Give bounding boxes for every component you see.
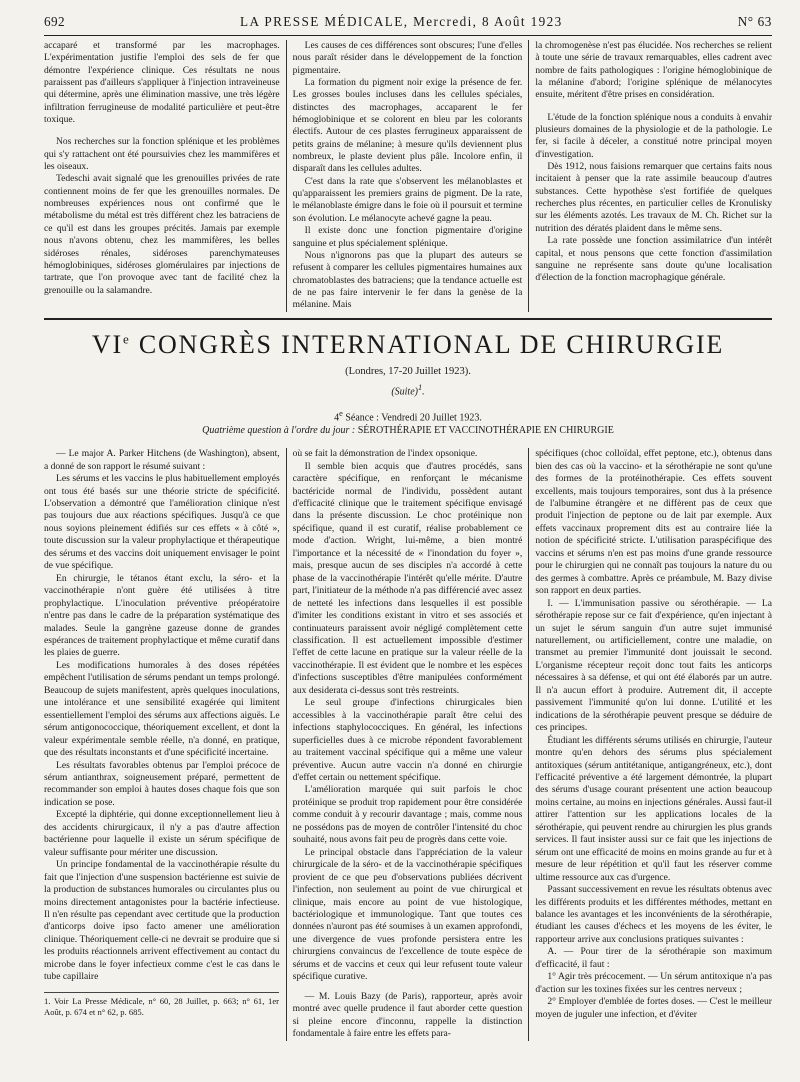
paragraph: Nous n'ignorons pas que la plupart des auteurs se refusent à comparer les cellules pigmentaires humaines aux chromatoblastes des batraciens; que la tendance actuelle est de ne pas faire intervenir le fer dans la genèse de la mélanine. Mais [292,249,523,311]
paragraph: Nos recherches sur la fonction splénique et les problèmes qui s'y rattachent ont été poursuivies chez les mammifères et les oiseaux. [44,136,280,173]
question-line [44,425,772,436]
top-columns [44,40,772,312]
page-header [44,14,772,32]
bottom-column-1 [44,448,287,1040]
congress-title-rest: CONGRÈS INTERNATIONAL DE CHIRURGIE [130,329,725,359]
paragraph: — M. Louis Bazy (de Paris), rapporteur, après avoir montré avec quelle prudence il faut aborder cette question si pleine encore d'inconnu, rappelle la distinction fondamentale à faire entre les effets para- [292,990,523,1040]
suite-footnote-ref: 1 [417,382,423,392]
bottom-columns [44,448,772,1040]
congress-dates: (Londres, 17-20 Juillet 1923). [345,365,471,377]
congress-title-prefix: VI [91,329,123,359]
paragraph: 1° Agir très précocement. — Un sérum antitoxique n'a pas d'action sur les toxines fixées sur les centres nerveux ; [535,971,772,995]
paragraph: Les causes de ces différences sont obscures; l'une d'elles nous paraît résider dans le développement de la fonction pigmentaire. [292,40,523,76]
header-rule [44,35,772,36]
paragraph: Il existe donc une fonction pigmentaire d'origine sanguine et plus spécialement splénique. [292,225,523,249]
top-column-2 [287,40,530,312]
paragraph: Excepté la diphtérie, qui donne exceptionnellement lieu à des accidents chirurgicaux, il n'y a pas d'autre affection bactérienne pour laquelle il existe un sérum spécifique de valeur suffisante pour mériter une discussion. [44,809,280,858]
paragraph: Les modifications humorales à des doses répétées empêchent l'utilisation de sérums pendant un temps prolongé. Beaucoup de sujets manifestent, après quelques inoculations, une intolérance et une sensibilité exagérée qui limitent essentiellement l'emploi des sérums aux affections aiguës. Le sérum antigonococcique, théoriquement excellent, et dont la valeur expérimentale semble réelle, n'a donné, en pratique, que des résultats inconstants et d'une spécificité incertaine. [44,659,280,759]
paragraph: accaparé et transformé par les macrophages. L'expérimentation justifie l'emploi des sels de fer que démontre l'expérience clinique. Ces résultats ne nous paraissent pas d'ailleurs s'appliquer à l'injection intraveineuse qui détermine, après une élimination massive, une très légère infiltration ferrugineuse de modalité particulière et peut-être toxique. [44,40,280,126]
journal-page [44,14,772,1041]
journal-title: LA PRESSE MÉDICALE, Mercredi, 8 Août 1923 [240,14,563,29]
paragraph: Le principal obstacle dans l'appréciation de la valeur chirurgicale de la séro- et de la vaccinothérapie spécifiques provient de ce que peu d'observations publiées décrivent l'infection, non seulement au point de vue chirurgical et clinique, mais encore au point de vue histologique, bactériologique et immunologique. Tant que toutes ces données n'auront pas été soumises à un examen approfondi, une divergence de vues profonde persistera entre les chirurgiens convaincus de l'excellence de toute espèce de sérums et de vaccins et ceux qui leur refusent toute valeur spécifique curative. [292,846,523,983]
top-column-1 [44,40,287,312]
seance-sup: e [339,408,343,418]
paragraph: où se fait la démonstration de l'index opsonique. [292,448,478,460]
paragraph: Les résultats favorables obtenus par l'emploi précoce de sérum antianthrax, soigneusement préparé, permettent de recommander son emploi à hautes doses chaque fois que son indication se pose. [44,759,280,808]
issue-number: N° 63 [737,14,772,29]
paragraph: Étudiant les différents sérums utilisés en chirurgie, l'auteur montre qu'en dehors des sérums plus spécialement antitoxiques (sérum antitétanique, antigangréneux, etc.), dont l'efficacité préventive a été largement démontrée, la plupart des sérums d'usage courant présentent une action beaucoup moins certaine, au moins en injections générales. Aussi faut-il attirer l'attention sur les applications locales de la sérothérapie, qui peuvent rendre au chirurgien les plus grands services. Il faut insister aussi sur ce fait que les injections de sérum ont une efficacité de moins en moins grande au fur et à mesure de leur répétition et qu'il faut les réserver comme ultime ressource aux cas d'urgence. [535,734,772,883]
paragraph: La rate possède une fonction assimilatrice d'un intérêt capital, et nous pensons que cette fonction d'assimilation sanguine ne représente sans doute qu'une localisation d'élection de la fonction macrophagique générale. [535,235,772,284]
paragraph: I. — L'immunisation passive ou sérothérapie. — La sérothérapie repose sur ce fait d'expérience, qu'en injectant à un sujet le sérum sanguin d'un autre sujet immunisé naturellement, ou artificiellement, contre une maladie, on transmet au premier l'immunité dont jouissait le second. L'organisme récepteur reçoit donc tout faits les anticorps nécessaires à sa défense, et qui ont été élaborés par un autre. Il n'a aucun effort à produire. Autrement dit, il accepte passivement l'immunité qu'on lui donne. L'utilité et les indications de la sérothérapie peuvent presque se déduire de ces principes. [535,597,772,734]
paragraph: L'amélioration marquée qui suit parfois le choc protéinique se produit trop rapidement pour être considérée comme conduit à y recourir davantage ; mais, comme nous ne possédons pas de moyen de contrôler l'intensité du choc souhaité, nous avons fait peu de progrès dans cette voie. [292,784,523,846]
footnote: 1. Voir La Presse Médicale, n° 60, 28 Juillet, p. 663; n° 61, 1er Août, p. 674 et n° 62, p. 685. [44,992,279,1018]
congress-suite: (Suite)$^1$. [391,382,425,397]
paragraph: 2° Employer d'emblée de fortes doses. — C'est le meilleur moyen de juguler une infection, et d'éviter [535,996,772,1020]
congress-title [44,330,772,360]
page-number: 692 [44,14,65,29]
section-rule [44,318,772,320]
paragraph: Il semble bien acquis que d'autres procédés, sans caractère spécifique, en renforçant le mécanisme bactéricide normal de l'individu, possèdent autant d'efficacité clinique que le traitement spécifique envisagé dans la présente discussion. Le choc protéinique non spécifique, quand il est curatif, réalise probablement ce mode d'action. Wright, lui-même, a bien montré l'importance et la nécessité de « l'inondation du foyer », mais, presque aucun de ses disciples n'a accordé à cette phase de la vaccinothérapie l'intérêt qu'elle mérite. D'autre part, l'initiateur de la méthode n'a pas différencié avec assez de netteté les infections dans lesquelles il est possible d'imiter les conditions existant in vitro et ses associés et continuateurs paraissent avoir négligé complètement cette classification. Il est actuellement impossible d'estimer l'effet de cette lacune en pratique sur la valeur réelle de la vaccinothérapie. Il est évident que le nombre et les espèces d'infections susceptibles d'être manipulées conformément aux desiderata ci-dessus sont très restreints. [292,460,523,696]
paragraph: Passant successivement en revue les résultats obtenus avec les différents produits et les différentes méthodes, mettant en balance les avantages et les inconvénients de la sérothérapie, étudiant les causes d'échecs et les moyens de les éviter, le rapporteur arrive aux conclusions pratiques suivantes : [535,884,772,945]
suite-label: (Suite) [391,385,418,397]
paragraph: En chirurgie, le tétanos étant exclu, la séro- et la vaccinothérapie n'ont guère été utilisées à titre prophylactique. L'inoculation préventive préopératoire n'entre pas dans le cadre de la préparation systématique des malades. Seule la gangrène gazeuse donne de grandes espérances de traitement prophylactique et même curatif dans les plaies de guerre. [44,572,280,659]
paragraph: spécifiques (choc colloïdal, effet peptone, etc.), obtenus dans bien des cas où la vaccino- et la sérothérapie ne sont qu'une des formes de la protéinothérapie. Ces effets souvent excellents, mais toujours temporaires, sont dus à la présence de l'albumine étrangère et ne diffèrent pas de ceux que produit l'injection de peptone ou de lait par exemple. Aux effets vaccinaux proprement dits est au contraire liée la notion de spécificité stricte. L'utilisation paraspécifique des vaccins et sérums n'en est pas moins d'une grande ressource pour le chirurgien qui ne connaît pas toujours la nature du ou des germes à combattre. Après ce préambule, M. Bazy divise son rapport en deux parties. [535,448,772,597]
question-label: Quatrième question à l'ordre du jour : [202,425,356,437]
seance-ordinal: 4 [334,412,340,424]
paragraph: L'étude de la fonction splénique nous a conduits à envahir plusieurs domaines de la physiologie et de la pathologie. Le fer, si facile à déceler, a constitué notre principal moyen d'investigation. [535,111,772,160]
paragraph: Tedeschi avait signalé que les grenouilles privées de rate contiennent moins de fer que les grenouilles normales. De nombreuses expériences nous ont confirmé que le métabolisme du métal est très différent chez les batraciens de ce qu'il est dans les groupes précités. Jamais par exemple nous n'avons obtenu, chez les mammifères, les belles sidéroses rénales, sidéroses parenchymateuses hémoglobiniques, sidéroses glomérulaires par injections de tartrate, que l'on provoque avec tant de facilité chez la grenouille ou la salamandre. [44,173,280,296]
seance-line [44,409,772,423]
bottom-column-2 [287,448,530,1040]
paragraph: La formation du pigment noir exige la présence de fer. Les grosses boules incluses dans les cellules spéciales, distinctes des macrophages, accaparent le fer hémoglobinique et se colorent en bleu par les colorants électifs. Autour de ces plastes ferrugineux apparaissent de petits grains de mélanine; à mesure qu'ils deviennent plus nombreux, le plaste devient plus pâle. Incolore enfin, il disparaît dans les cellules adultes. [292,77,523,175]
top-column-3 [529,40,772,312]
paragraph: Dès 1912, nous faisions remarquer que certains faits nous incitaient à penser que la rate assimile beaucoup d'autres substances. Cette hypothèse s'est fortifiée de quelques recherches plus récentes, en particulier celles de Kronulisky sur les éléments azotés. Les travaux de M. Ch. Richet sur la nutrition des dératés plaident dans le même sens. [535,161,772,234]
bottom-column-3 [529,448,772,1040]
paragraph: A. — Pour tirer de la sérothérapie son maximum d'efficacité, il faut : [535,946,772,970]
paragraph: Un principe fondamental de la vaccinothérapie résulte du fait que l'injection d'une suspension bactérienne est suivie de la production de substances humorales ou circulantes plus ou moins directement antagonistes pour la bactérie infectieuse. Il n'en résulte pas cependant avec certitude que la production d'anticorps doive ipso facto amener une amélioration clinique. Théoriquement celle-ci ne devrait se produire que si les produits réactionnels arrivent effectivement au contact du microbe dans le foyer infectieux comme c'est le cas dans le tube capillaire [44,859,280,983]
paragraph: — Le major A. Parker Hitchens (de Washington), absent, a donné de son rapport le résumé suivant : [44,448,280,472]
paragraph: Les sérums et les vaccins le plus habituellement employés ont tous été basés sur une théorie stricte de spécificité. L'observation a démontré que l'amélioration clinique n'est pas toujours due aux réactions spécifiques. Jusqu'à ce que nous soyions pleinement édifiés sur ces effets « à côté », toute discussion sur la valeur prophylactique et thérapeutique des sérums et des vaccins doit uniquement envisager le point de vue spécifique. [44,473,280,572]
congress-title-sup: e [122,330,131,346]
seance-text: Séance : Vendredi 20 Juillet 1923. [342,412,482,424]
paragraph: C'est dans la rate que s'observent les mélanoblastes et qu'apparaissent les premiers grains de pigment. De la rate, le mélanoblaste émigre dans le foie où il poursuit et termine son évolution. Le mélanocyte achevé gagne la peau. [292,175,523,224]
question-topic: SÉROTHÉRAPIE ET VACCINOTHÉRAPIE EN CHIRURGIE [355,425,614,437]
paragraph: la chromogenèse n'est pas élucidée. Nos recherches se relient à toute une série de travaux remarquables, elles cadrent avec nombre de faits pathologiques : l'origine hémoglobinique de la mélanine d'abord; l'origine splénique de mélanocytes ensuite, méritent d'être prises en considération. [535,40,772,101]
paragraph: Le seul groupe d'infections chirurgicales bien accessibles à la vaccinothérapie paraît être celui des infections staphylococciques. En général, les infections superficielles dues à ce microbe répondent favorablement au traitement vaccinal spécifique qui a même une valeur préventive. Aucun autre vaccin n'a donné en chirurgie d'effet certain ou nettement spécifique. [292,697,523,783]
